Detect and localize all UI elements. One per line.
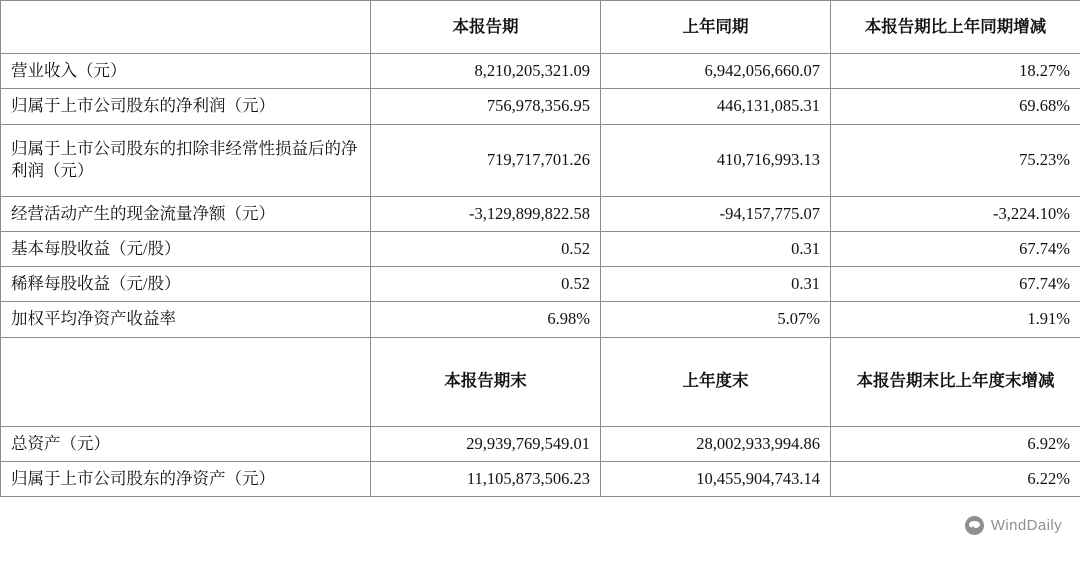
row-current-value: 719,717,701.26 [371,124,601,196]
row-previous-value: 5.07% [601,302,831,337]
header-cell-current-endperiod: 本报告期末 [371,337,601,426]
table-row [1,302,1080,337]
header-cell-current-period: 本报告期 [371,1,601,54]
row-current-value: 8,210,205,321.09 [371,54,601,89]
row-label: 归属于上市公司股东的扣除非经常性损益后的净利润（元） [1,124,371,196]
row-label: 加权平均净资产收益率 [1,302,371,337]
header-cell-blank-2 [1,337,371,426]
row-previous-value: 28,002,933,994.86 [601,426,831,461]
row-previous-value: 410,716,993.13 [601,124,831,196]
table-row [1,124,1080,196]
row-current-value: 29,939,769,549.01 [371,426,601,461]
row-previous-value: 0.31 [601,267,831,302]
header-cell-period-change: 本报告期比上年同期增减 [831,1,1080,54]
row-label: 归属于上市公司股东的净资产（元） [1,461,371,496]
header-cell-previous-period: 上年同期 [601,1,831,54]
header-cell-blank [1,1,371,54]
row-previous-value: 10,455,904,743.14 [601,461,831,496]
row-label: 稀释每股收益（元/股） [1,267,371,302]
row-change-value: 67.74% [831,267,1080,302]
table-row [1,461,1080,496]
row-previous-value: 6,942,056,660.07 [601,54,831,89]
row-label: 归属于上市公司股东的净利润（元） [1,89,371,124]
row-change-value: 6.22% [831,461,1080,496]
table-header-row-period [1,1,1080,54]
table-row [1,196,1080,231]
table-row [1,89,1080,124]
row-previous-value: 446,131,085.31 [601,89,831,124]
table-row [1,231,1080,266]
row-current-value: 6.98% [371,302,601,337]
table-row [1,267,1080,302]
row-change-value: 1.91% [831,302,1080,337]
row-change-value: 69.68% [831,89,1080,124]
wechat-logo-icon [965,516,984,535]
row-change-value: 75.23% [831,124,1080,196]
row-change-value: -3,224.10% [831,196,1080,231]
row-label: 总资产（元） [1,426,371,461]
row-change-value: 18.27% [831,54,1080,89]
row-current-value: 11,105,873,506.23 [371,461,601,496]
watermark-label: WindDaily [990,517,1062,534]
row-label: 经营活动产生的现金流量净额（元） [1,196,371,231]
row-current-value: -3,129,899,822.58 [371,196,601,231]
row-change-value: 6.92% [831,426,1080,461]
row-previous-value: 0.31 [601,231,831,266]
table-row [1,54,1080,89]
table-row [1,426,1080,461]
header-cell-previous-endperiod: 上年度末 [601,337,831,426]
header-cell-endperiod-change: 本报告期末比上年度末增减 [831,337,1080,426]
row-change-value: 67.74% [831,231,1080,266]
row-current-value: 0.52 [371,231,601,266]
row-label: 营业收入（元） [1,54,371,89]
row-previous-value: -94,157,775.07 [601,196,831,231]
row-current-value: 756,978,356.95 [371,89,601,124]
row-current-value: 0.52 [371,267,601,302]
row-label: 基本每股收益（元/股） [1,231,371,266]
table-header-row-endperiod [1,337,1080,426]
watermark [965,516,1062,535]
